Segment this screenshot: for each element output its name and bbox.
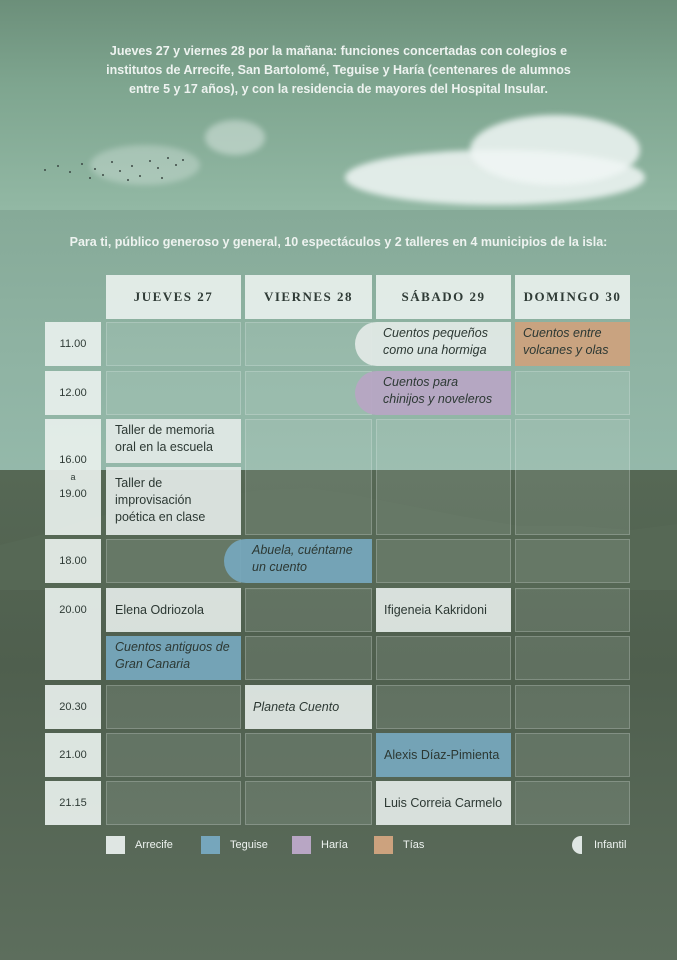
day-header-friday: VIERNES 28 bbox=[245, 275, 372, 319]
legend-swatch bbox=[106, 836, 125, 854]
legend-swatch bbox=[201, 836, 220, 854]
time-label: 11.00 bbox=[45, 322, 101, 366]
event-cuentos-pequenos[interactable]: Cuentos pequeños como una hormiga bbox=[355, 322, 511, 366]
event-cuentos-entre-volcanes[interactable]: Cuentos entre volcanes y olas bbox=[515, 322, 630, 366]
time-label: 21.15 bbox=[45, 781, 101, 825]
legend-teguise bbox=[201, 835, 268, 855]
empty-slot bbox=[515, 636, 630, 680]
time-range-label bbox=[45, 419, 101, 535]
legend-arrecife bbox=[106, 835, 173, 855]
legend-label: Teguise bbox=[230, 839, 268, 851]
legend-haria bbox=[292, 835, 348, 855]
time-label: 20.00 bbox=[45, 588, 101, 680]
event-elena-odriozola[interactable]: Elena Odriozola bbox=[106, 588, 241, 632]
legend-tias bbox=[374, 835, 424, 855]
event-ifigeneia-kakridoni[interactable]: Ifigeneia Kakridoni bbox=[376, 588, 511, 632]
event-abuela-cuentame[interactable]: Abuela, cuéntame un cuento bbox=[224, 539, 372, 583]
empty-slot bbox=[515, 371, 630, 415]
day-header-saturday: SÁBADO 29 bbox=[376, 275, 511, 319]
event-alexis-diaz-pimienta[interactable]: Alexis Díaz-Pimienta bbox=[376, 733, 511, 777]
event-cuentos-para-chinijos[interactable]: Cuentos para chinijos y noveleros bbox=[355, 371, 511, 415]
cloud bbox=[205, 120, 265, 155]
empty-slot bbox=[245, 636, 372, 680]
empty-slot bbox=[515, 419, 630, 535]
time-label: 20.30 bbox=[45, 685, 101, 729]
day-header-thursday: JUEVES 27 bbox=[106, 275, 241, 319]
time-label: 19.00 bbox=[59, 488, 87, 500]
empty-slot bbox=[515, 733, 630, 777]
intro-text: Jueves 27 y viernes 28 por la mañana: funciones concertadas con colegios e institutos de Arrecife, San Bartolomé, Teguise y Haría (centenares de alumnos entre 5 y 17 años), y con la residencia de mayores del Hospital Insular. bbox=[106, 44, 571, 96]
time-label: 12.00 bbox=[45, 371, 101, 415]
empty-slot bbox=[515, 588, 630, 632]
cloud bbox=[470, 115, 640, 185]
empty-slot bbox=[376, 419, 511, 535]
legend-label: Arrecife bbox=[135, 839, 173, 851]
empty-slot bbox=[106, 539, 241, 583]
empty-slot bbox=[106, 781, 241, 825]
empty-slot bbox=[245, 588, 372, 632]
legend-swatch bbox=[292, 836, 311, 854]
birds-flock bbox=[40, 152, 190, 192]
event-planeta-cuento[interactable]: Planeta Cuento bbox=[245, 685, 372, 729]
event-cuentos-antiguos[interactable]: Cuentos antiguos de Gran Canaria bbox=[106, 636, 241, 680]
day-header-sunday: DOMINGO 30 bbox=[515, 275, 630, 319]
legend-label: Tías bbox=[403, 839, 425, 851]
empty-slot bbox=[515, 539, 630, 583]
time-label: 18.00 bbox=[45, 539, 101, 583]
empty-slot bbox=[106, 322, 241, 366]
event-taller-improvisacion[interactable]: Taller de improvisación poética en clase bbox=[106, 467, 241, 535]
time-label: 21.00 bbox=[45, 733, 101, 777]
time-range-separator: a bbox=[70, 472, 76, 482]
empty-slot bbox=[245, 322, 372, 366]
empty-slot bbox=[245, 371, 372, 415]
empty-slot bbox=[376, 539, 511, 583]
half-circle-icon bbox=[572, 836, 582, 854]
legend-label: Haría bbox=[321, 839, 348, 851]
empty-slot bbox=[376, 636, 511, 680]
empty-slot bbox=[245, 781, 372, 825]
empty-slot bbox=[515, 781, 630, 825]
event-taller-memoria[interactable]: Taller de memoria oral en la escuela bbox=[106, 419, 241, 463]
empty-slot bbox=[245, 419, 372, 535]
empty-slot bbox=[106, 371, 241, 415]
time-label: 16.00 bbox=[59, 454, 87, 466]
event-luis-correia-carmelo[interactable]: Luis Correia Carmelo bbox=[376, 781, 511, 825]
schedule-subtitle: Para ti, público generoso y general, 10 espectáculos y 2 talleres en 4 municipios de la isla: bbox=[69, 235, 608, 249]
legend-label: Infantil bbox=[594, 839, 627, 851]
empty-slot bbox=[376, 685, 511, 729]
empty-slot bbox=[515, 685, 630, 729]
empty-slot bbox=[245, 733, 372, 777]
empty-slot bbox=[106, 733, 241, 777]
empty-slot bbox=[106, 685, 241, 729]
legend-swatch bbox=[374, 836, 393, 854]
legend-infantil bbox=[572, 835, 626, 855]
